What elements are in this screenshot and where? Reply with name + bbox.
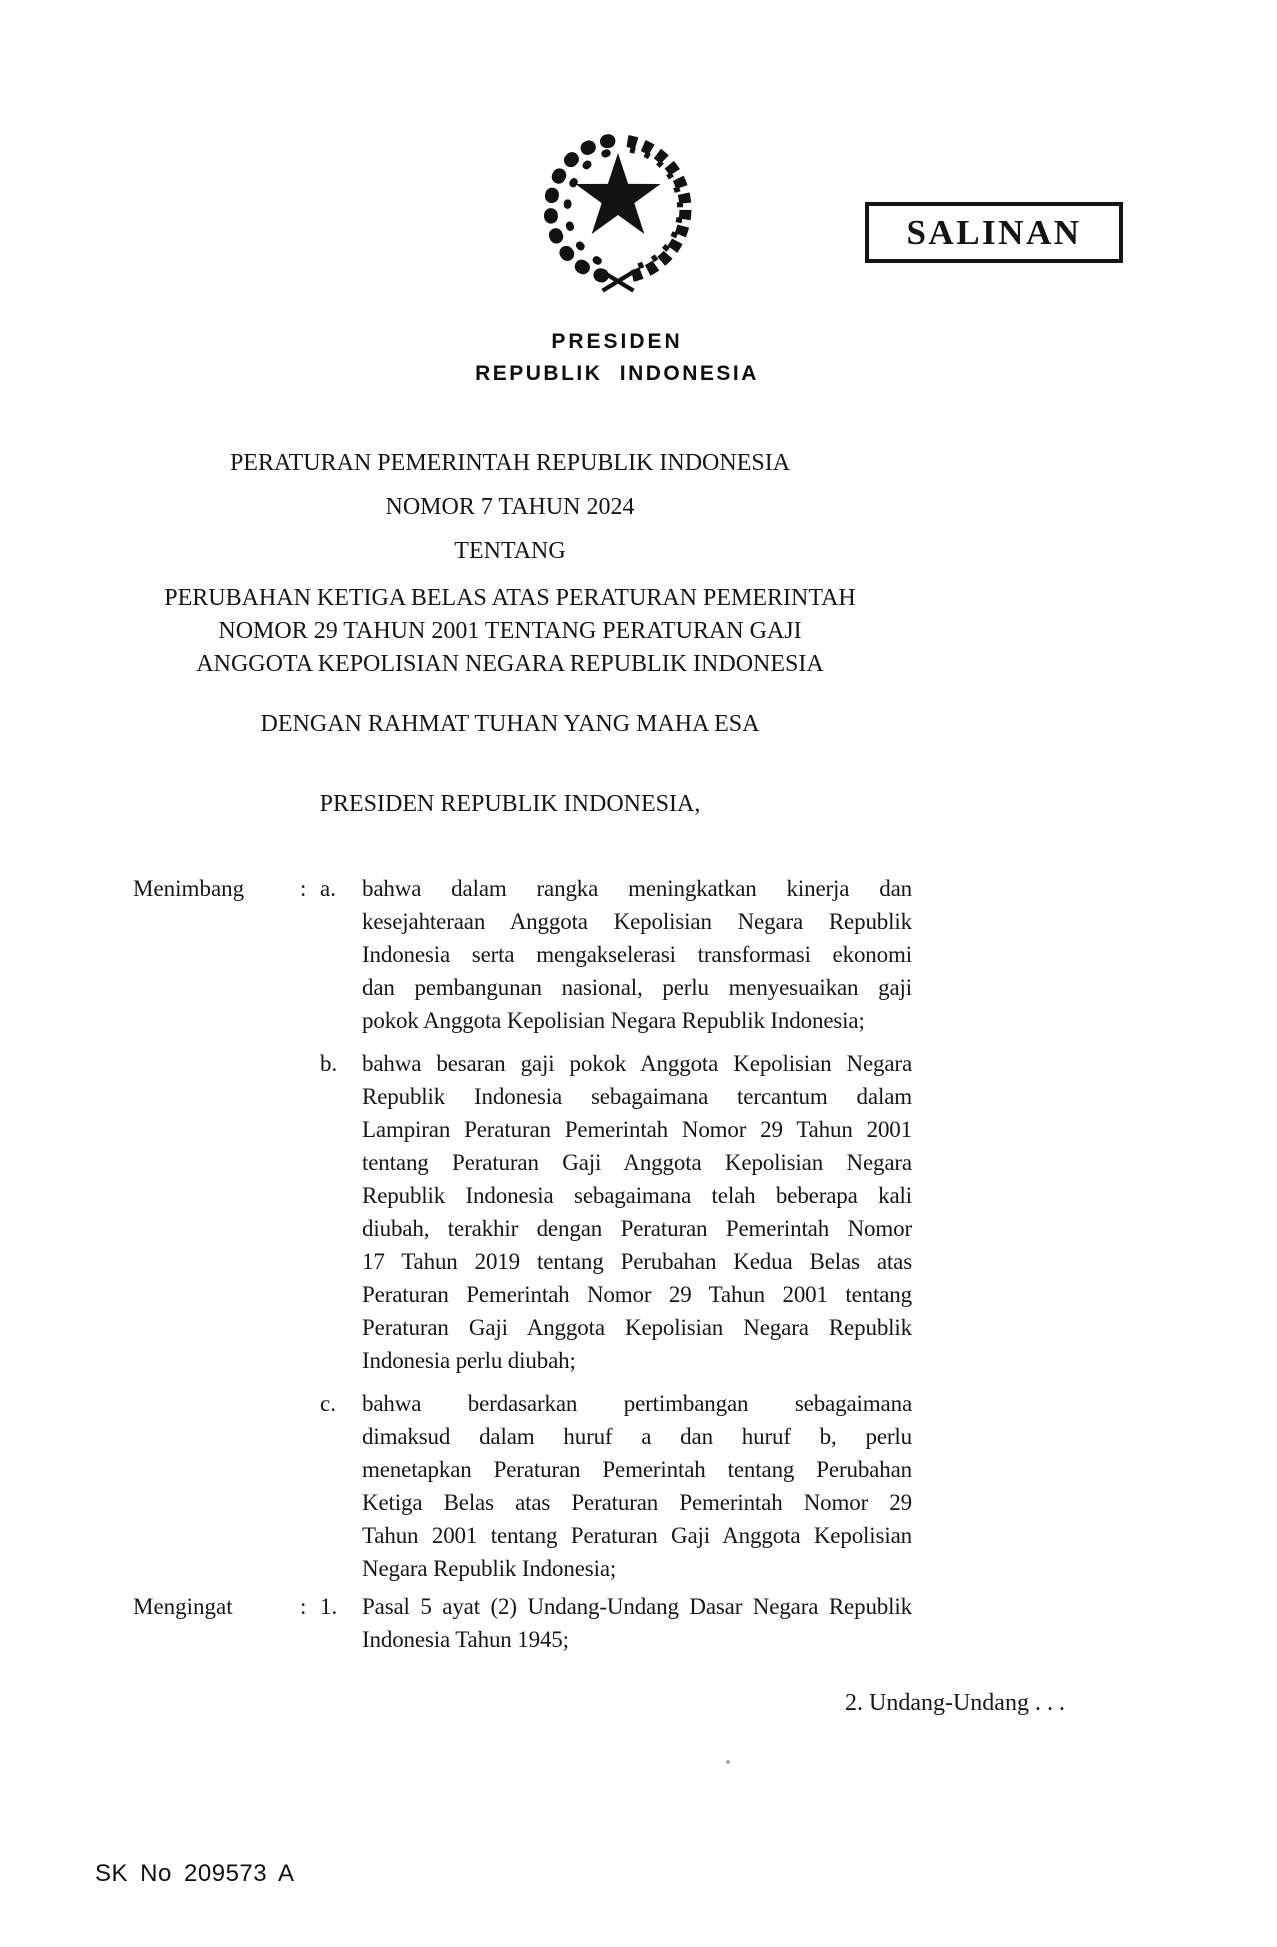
letterhead-republik-indonesia: REPUBLIK INDONESIA: [475, 362, 759, 385]
title-subject-line-2: NOMOR 29 TAHUN 2001 TENTANG PERATURAN GAJI: [218, 618, 802, 644]
item-marker-a: a.: [320, 876, 336, 901]
title-line-3: TENTANG: [454, 538, 566, 564]
catchword: 2. Undang-Undang . . .: [845, 1690, 1065, 1716]
legal-basis-item-1: [320, 1590, 912, 1656]
sk-number: SK No 209573 A: [95, 1860, 295, 1887]
consideration-item-b: [320, 1047, 912, 1377]
consideration-item-c: [320, 1387, 912, 1585]
menimbang-section: [133, 872, 912, 1585]
letterhead-presiden: PRESIDEN: [551, 330, 683, 353]
salinan-stamp-label: SALINAN: [906, 212, 1082, 252]
title-line-1: PERATURAN PEMERINTAH REPUBLIK INDONESIA: [229, 450, 791, 476]
issuer-line: PRESIDEN REPUBLIK INDONESIA,: [319, 791, 701, 817]
title-subject-line-1: PERUBAHAN KETIGA BELAS ATAS PERATURAN PEMERINTAH: [164, 585, 856, 611]
item-text-1: Pasal 5 ayat (2) Undang-Undang Dasar Negara Republik Indonesia Tahun 1945;: [362, 1594, 912, 1652]
item-marker-1: 1.: [320, 1594, 338, 1619]
menimbang-label: Menimbang: [133, 876, 245, 901]
mengingat-colon-separator: :: [300, 1594, 307, 1619]
item-text-c: bahwa berdasarkan pertimbangan sebagaimana dimaksud dalam huruf a dan huruf b, perlu menetapkan Peraturan Pemerintah tentang Perubahan Ketiga Belas atas Peraturan Pemerintah Nomor 29 Tahun 2001 tentang Peraturan Gaji Anggota Kepolisian Negara Republik Indonesia;: [362, 1391, 912, 1581]
menimbang-colon-separator: :: [300, 876, 307, 901]
invocation-line: DENGAN RAHMAT TUHAN YANG MAHA ESA: [260, 711, 760, 737]
title-line-2: NOMOR 7 TAHUN 2024: [385, 494, 635, 520]
letterhead: [417, 330, 817, 386]
mengingat-label: Mengingat: [133, 1594, 233, 1619]
item-marker-b: b.: [320, 1051, 338, 1076]
item-text-b: bahwa besaran gaji pokok Anggota Kepolisian Negara Republik Indonesia sebagaimana tercantum dalam Lampiran Peraturan Pemerintah Nomor 29 Tahun 2001 tentang Peraturan Gaji Anggota Kepolisian Negara Republik Indonesia sebagaimana telah beberapa kali diubah, terakhir dengan Peraturan Pemerintah Nomor 17 Tahun 2019 tentang Perubahan Kedua Belas atas Peraturan Pemerintah Nomor 29 Tahun 2001 tentang Peraturan Gaji Anggota Kepolisian Negara Republik Indonesia perlu diubah;: [362, 1051, 912, 1373]
title-block: [115, 450, 905, 681]
mengingat-section: [133, 1590, 912, 1656]
consideration-item-a: [320, 872, 912, 1037]
item-marker-c: c.: [320, 1391, 336, 1416]
scan-artifact-dot: [726, 1760, 730, 1764]
salinan-stamp: [865, 202, 1123, 263]
item-text-a: bahwa dalam rangka meningkatkan kinerja dan kesejahteraan Anggota Kepolisian Negara Republik Indonesia serta mengakselerasi transformasi ekonomi dan pembangunan nasional, perlu menyesuaikan gaji pokok Anggota Kepolisian Negara Republik Indonesia;: [362, 876, 912, 1033]
presidential-seal-icon: [532, 116, 704, 302]
title-subject-line-3: ANGGOTA KEPOLISIAN NEGARA REPUBLIK INDONESIA: [196, 651, 824, 677]
